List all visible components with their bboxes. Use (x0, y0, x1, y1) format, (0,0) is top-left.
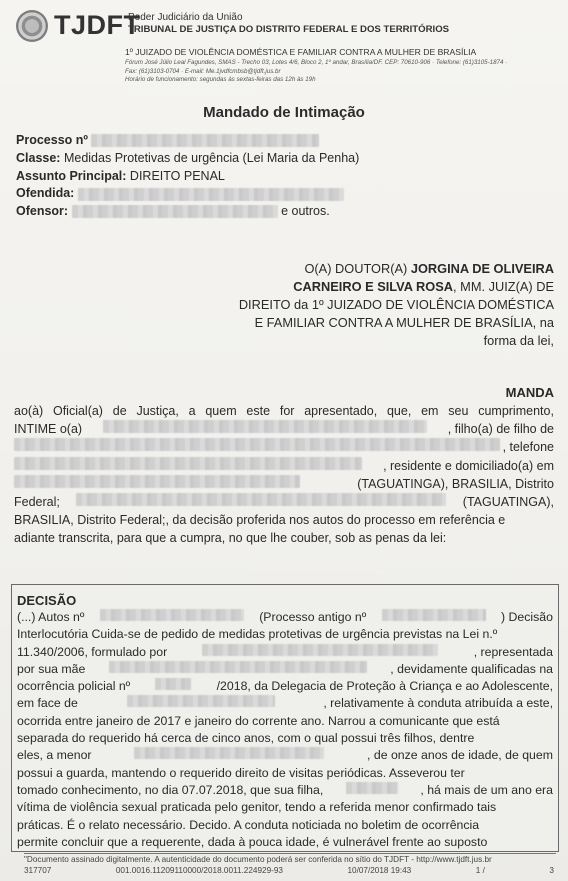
decisao-line: permite concluir que a requerente, dada à pouca idade, é vulnerável frente ao suposto (17, 834, 488, 849)
decisao-text-run: 11.340/2006, formulado por (17, 644, 168, 659)
body-line (14, 402, 554, 420)
body-line (14, 438, 554, 456)
redacted-text (72, 205, 278, 218)
redacted-text (91, 134, 319, 147)
body-line (14, 457, 554, 475)
body-text: INTIME o(a) (14, 422, 83, 437)
decisao-text-run: , de onze anos de idade, de quem (367, 748, 553, 763)
redacted-text (76, 493, 446, 506)
court-address (125, 59, 561, 85)
redacted-text (346, 782, 398, 794)
decisao-box (11, 584, 559, 852)
body-word: cumprimento, (478, 404, 554, 418)
redacted-text (100, 609, 244, 621)
classe-value: Medidas Protetivas de urgência (Lei Maria da Penha) (63, 150, 360, 165)
body-line: BRASILIA, Distrito Federal;, da decisão proferida nos autos do processo em referência e (14, 513, 506, 528)
case-metadata (16, 132, 359, 221)
judge-title: , MM. JUIZ(A) DE (453, 279, 554, 294)
org-line-2: TRIBUNAL DE JUSTIÇA DO DISTRITO FEDERAL E DOS TERRITÓRIOS (128, 24, 450, 35)
body-word: quem (205, 404, 237, 418)
footer-code: 317707 (24, 866, 52, 875)
decisao-text-run: por sua mãe (17, 661, 86, 676)
decisao-line (17, 609, 553, 626)
decisao-text-run: ocorrência policial nº (17, 679, 131, 694)
body-line (14, 475, 554, 493)
decisao-text-run: , há mais de um ano era (420, 782, 553, 797)
decisao-line: ocorrida entre janeiro de 2017 e janeiro do corrente ano. Narrou a comunicante que está (17, 713, 500, 728)
decisao-text-run: tomado conhecimento, no dia 07.07.2018, que sua filha, (17, 782, 324, 797)
classe-label: Classe: (16, 150, 61, 165)
redacted-text (109, 661, 367, 673)
document-title: Mandado de Intimação (203, 104, 365, 121)
decisao-text-run: ) Decisão (501, 610, 553, 624)
decisao-line: possui a guarda, mantendo o requerido direito de visitas periódicas. Asseverou ter (17, 765, 465, 780)
redacted-text (134, 747, 324, 759)
footer-note: "Documento assinado digitalmente. A autenticidade do documento poderá ser conferida no sítio do TJDFT - http://www.tjdft.jus.br (24, 853, 556, 864)
court-seal-icon (16, 10, 48, 42)
processo-label: Processo nº (16, 133, 88, 147)
decisao-text-run: /2018, da Delegacia de Proteção à Criança e ao Adolescente, (216, 679, 553, 694)
redacted-text (103, 420, 427, 433)
redacted-text (382, 609, 486, 621)
ofensor-suffix: e outros. (281, 204, 330, 219)
footer-page: 1 / (475, 866, 485, 875)
body-word: Oficial(a) (52, 404, 103, 418)
decisao-text-run: (Processo antigo nº (259, 610, 367, 624)
decisao-text-run: , relativamente à conduta atribuída a este, (323, 696, 553, 711)
body-word: for (279, 404, 295, 418)
redacted-text (127, 695, 275, 707)
decisao-line: Interlocutória Cuida-se de pedido de medidas protetivas de urgência previstas na Lei n.º (17, 627, 498, 642)
decisao-line: separada do requerido há cerca de cinco anos, com o qual possui três filhos, dentre (17, 731, 475, 746)
org-line-1: Poder Judiciário da União (128, 12, 243, 23)
body-word: de (112, 404, 127, 418)
address-line: Fax: (61)3103-0704 · E-mail: Me.1jvdfcmbsb@tjdft.jus.br (125, 67, 281, 75)
redacted-text (155, 678, 191, 690)
decisao-text (17, 609, 553, 851)
header (10, 6, 558, 46)
decisao-line (17, 644, 553, 661)
decisao-heading: DECISÃO (17, 593, 77, 608)
footer-codes (24, 866, 554, 875)
judge-court-line: forma da lei, (483, 333, 554, 348)
judge-court-line: DIREITO da 1º JUIZADO DE VIOLÊNCIA DOMÉSTICA (238, 297, 554, 312)
judge-name-1: JORGINA DE OLIVEIRA (410, 261, 554, 276)
court-name: 1º JUIZADO DE VIOLÊNCIA DOMÉSTICA E FAMILIAR CONTRA A MULHER DE BRASÍLIA (125, 47, 477, 57)
decisao-line (17, 678, 553, 695)
footer-datetime: 10/07/2018 19:43 (347, 866, 412, 875)
body-word: apresentado, (304, 404, 378, 418)
body-text: , telefone (502, 440, 554, 455)
body-text: Federal; (14, 494, 60, 509)
judge-name-2: CARNEIRO E SILVA ROSA (293, 279, 454, 294)
decisao-line (17, 661, 553, 678)
body-word: a (188, 404, 196, 418)
body-word: ao(à) (14, 404, 44, 418)
decisao-text-run: (...) Autos nº (17, 610, 85, 624)
manda-heading: MANDA (505, 385, 554, 400)
body-word: seu (448, 404, 469, 418)
body-word: este (246, 404, 271, 418)
redacted-text (14, 457, 362, 470)
body-word: que, (386, 404, 412, 418)
assunto-value: DIREITO PENAL (129, 168, 225, 183)
decisao-line (17, 695, 553, 712)
order-body (14, 402, 554, 548)
body-line (14, 493, 554, 511)
body-line: adiante transcrita, para que a cumpra, no que lhe couber, sob as penas da lei: (14, 531, 447, 546)
ofendida-label: Ofendida: (16, 186, 75, 201)
redacted-text (202, 644, 438, 656)
decisao-text-run: , representada (473, 644, 553, 659)
redacted-text (14, 438, 500, 451)
assunto-label: Assunto Principal: (16, 168, 127, 183)
decisao-line (17, 782, 553, 799)
decisao-text-run: , devidamente qualificadas na (390, 661, 553, 676)
ofensor-label: Ofensor: (16, 204, 69, 219)
decisao-text-run: em face de (17, 696, 78, 711)
body-text: (TAGUATINGA), BRASILIA, Distrito (357, 476, 554, 491)
body-word: em (421, 404, 439, 418)
body-line (14, 420, 554, 438)
decisao-line (17, 747, 553, 764)
redacted-text (78, 188, 344, 201)
footer-code: 001.0016.11209110000/2018.0011.224929-93 (115, 866, 283, 875)
tjdft-logo: TJDFT (54, 10, 141, 40)
judge-block (214, 260, 554, 350)
body-text: , filho(a) de filho de (447, 422, 554, 437)
judge-court-line: E FAMILIAR CONTRA A MULHER DE BRASÍLIA, na (254, 315, 554, 330)
body-word: Justiça, (136, 404, 179, 418)
body-text: (TAGUATINGA), (462, 494, 554, 509)
body-text: , residente e domiciliado(a) em (383, 458, 554, 473)
decisao-line: práticas. É o relato necessário. Decido. A conduta noticiada no boletim de ocorrência (17, 817, 480, 832)
doctor-prefix: O(A) DOUTOR(A) (304, 261, 411, 276)
decisao-text-run: eles, a menor (17, 748, 92, 763)
footer-page-number: 3 (549, 866, 554, 875)
address-line: Fórum José Júlio Leal Fagundes, SMAS - Trecho 03, Lotes 4/6, Bloco 2, 1º andar, Brasília/DF. CEP: 70610-906 · Telefone: (61)3105-1874 · (125, 59, 508, 66)
address-line: Horário de funcionamento: segundas às sextas-feiras das 12h às 19h (125, 76, 316, 84)
redacted-text (14, 475, 300, 488)
decisao-line: vítima de violência sexual praticada pelo genitor, tendo a referida menor confirmado tais (17, 800, 497, 815)
